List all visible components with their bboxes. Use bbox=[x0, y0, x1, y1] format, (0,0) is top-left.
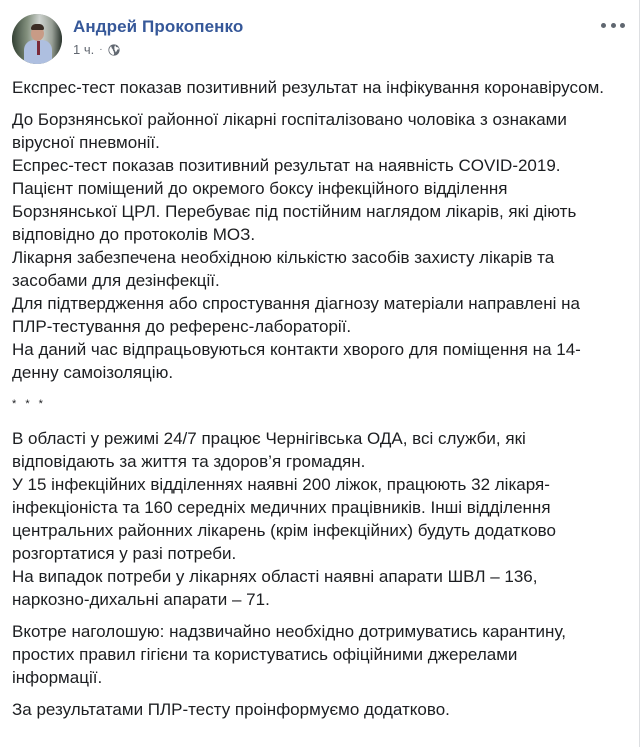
text-line: простих правил гігієни та користуватись офіційними джерелами bbox=[12, 645, 518, 664]
author-name-link[interactable]: Андрей Прокопенко bbox=[73, 17, 244, 36]
text-line: відповідають за життя та здоров’я громадян. bbox=[12, 452, 366, 471]
paragraph bbox=[12, 620, 622, 689]
post-header bbox=[12, 14, 243, 64]
post-body bbox=[12, 76, 622, 730]
text-line: розгортатися у разі потреби. bbox=[12, 544, 237, 563]
text-line: відповідно до протоколів МОЗ. bbox=[12, 225, 256, 244]
more-options-icon-dot bbox=[601, 23, 606, 28]
text-line: інформації. bbox=[12, 668, 103, 687]
avatar[interactable] bbox=[12, 14, 62, 64]
text-line: В області у режимі 24/7 працює Чернігівська ОДА, всі служби, які bbox=[12, 429, 526, 448]
more-options-button[interactable] bbox=[601, 18, 625, 32]
text-line: До Борзнянської районної лікарні госпіталізовано чоловіка з ознаками bbox=[12, 110, 567, 129]
section-separator: * * * bbox=[12, 398, 46, 410]
more-options-icon-dot bbox=[611, 23, 616, 28]
text-line: інфекціоніста та 160 середніх медичних працівників. Інші відділення bbox=[12, 498, 551, 517]
paragraph bbox=[12, 76, 622, 99]
text-line: засобами для дезінфекції. bbox=[12, 271, 220, 290]
text-line: На випадок потреби у лікарнях області наявні апарати ШВЛ – 136, bbox=[12, 567, 538, 586]
avatar-figure-tie bbox=[37, 41, 40, 55]
text-line: Борзнянської ЦРЛ. Перебуває під постійним наглядом лікарів, які діють bbox=[12, 202, 577, 221]
paragraph bbox=[12, 427, 622, 611]
text-line: центральних районних лікарень (крім інфекційних) будуть додатково bbox=[12, 521, 556, 540]
text-line: Лікарня забезпечена необхідною кількістю засобів захисту лікарів та bbox=[12, 248, 555, 267]
paragraph bbox=[12, 698, 622, 721]
meta-separator: · bbox=[99, 44, 103, 55]
text-line: За результатами ПЛР-тесту проінформуємо додатково. bbox=[12, 700, 450, 719]
text-line: На даний час відпрацьовуються контакти хворого для поміщення на 14- bbox=[12, 340, 581, 359]
globe-icon[interactable] bbox=[108, 44, 120, 56]
text-line: ПЛР-тестування до референс-лабораторії. bbox=[12, 317, 352, 336]
more-options-icon-dot bbox=[620, 23, 625, 28]
post-meta bbox=[73, 16, 243, 58]
text-line: Вкотре наголошую: надзвичайно необхідно дотримуватись карантину, bbox=[12, 622, 566, 641]
text-line: денну самоізоляцію. bbox=[12, 363, 174, 382]
post-timestamp-link[interactable]: 1 ч. bbox=[73, 42, 95, 57]
post-subline bbox=[73, 42, 243, 58]
text-line: Експрес-тест показав позитивний результат на інфікування коронавірусом. bbox=[12, 78, 605, 97]
text-line: наркозно-дихальні апарати – 71. bbox=[12, 590, 270, 609]
text-line: Для підтвердження або спростування діагнозу матеріали направлені на bbox=[12, 294, 580, 313]
text-line: У 15 інфекційних відділеннях наявні 200 ліжок, працюють 32 лікаря- bbox=[12, 475, 550, 494]
text-line: Еспрес-тест показав позитивний результат на наявність COVID-2019. bbox=[12, 156, 561, 175]
text-line: Пацієнт поміщений до окремого боксу інфекційного відділення bbox=[12, 179, 508, 198]
avatar-figure-hair bbox=[31, 24, 44, 30]
paragraph bbox=[12, 108, 622, 384]
text-line: вірусної пневмонії. bbox=[12, 133, 160, 152]
